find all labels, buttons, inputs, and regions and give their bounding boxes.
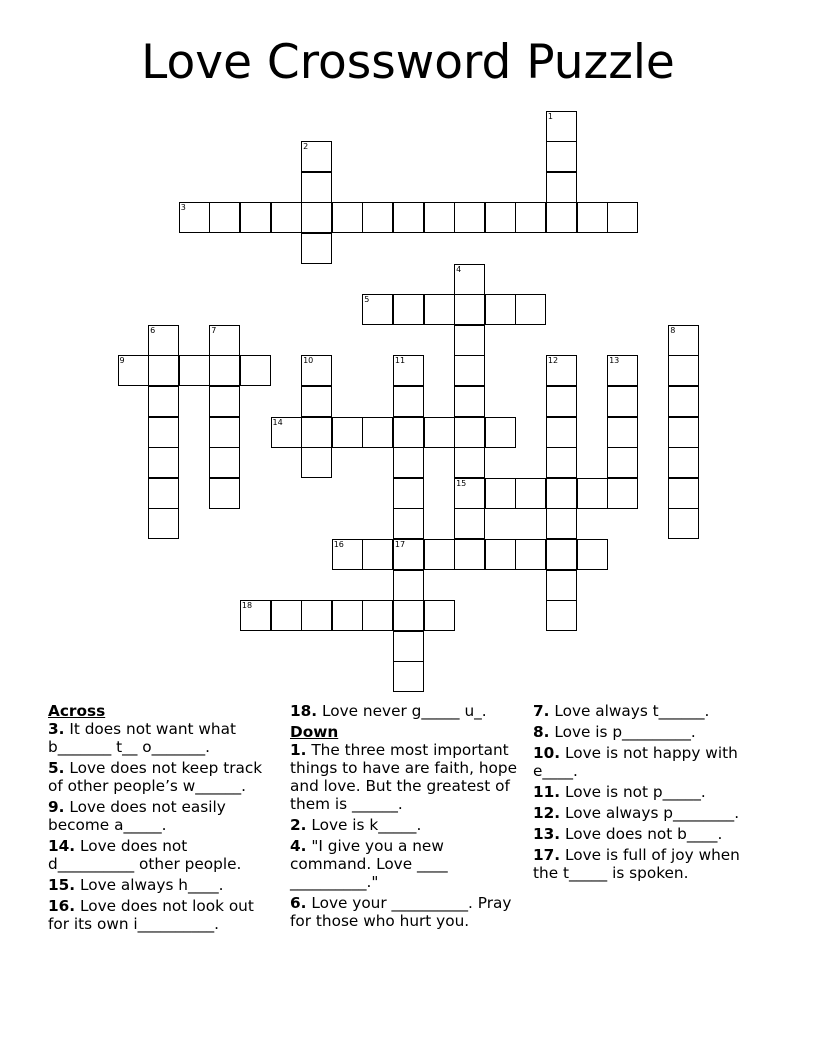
clue-item <box>48 837 278 873</box>
grid-cell[interactable] <box>209 417 240 448</box>
grid-cell[interactable] <box>240 355 271 386</box>
grid-cell[interactable] <box>485 202 516 233</box>
grid-cell[interactable] <box>393 508 424 539</box>
grid-cell[interactable] <box>546 600 577 631</box>
clue-number: 9. <box>48 798 65 816</box>
clue-text: Love is p_________. <box>549 723 696 741</box>
clue-text: Love is k_____. <box>306 816 422 834</box>
cell-number: 1 <box>547 111 553 121</box>
clue-item <box>533 723 765 741</box>
grid-cell[interactable] <box>454 447 485 478</box>
clue-number: 8. <box>533 723 550 741</box>
grid-cell[interactable] <box>454 202 485 233</box>
grid-cell[interactable] <box>301 202 332 233</box>
grid-cell[interactable] <box>424 539 455 570</box>
clue-text: "I give you a new command. Love ____ __________." <box>290 837 448 891</box>
grid-cell[interactable] <box>301 233 332 264</box>
cell-number: 9 <box>119 356 125 366</box>
grid-cell[interactable] <box>393 539 424 570</box>
grid-cell[interactable] <box>454 264 485 295</box>
grid-cell[interactable] <box>393 631 424 662</box>
clue-number: 14. <box>48 837 76 855</box>
grid-cell[interactable] <box>118 355 149 386</box>
grid-cell[interactable] <box>332 202 363 233</box>
clue-number: 10. <box>533 744 561 762</box>
clue-column-1 <box>48 702 278 936</box>
grid-cell[interactable] <box>332 600 363 631</box>
clue-column-3 <box>533 702 765 885</box>
cell-number: 10 <box>303 356 314 366</box>
clue-number: 16. <box>48 897 76 915</box>
clue-number: 11. <box>533 783 561 801</box>
clue-number: 12. <box>533 804 561 822</box>
grid-cell[interactable] <box>668 355 699 386</box>
cell-number: 13 <box>609 356 620 366</box>
grid-cell[interactable] <box>546 386 577 417</box>
grid-cell[interactable] <box>393 202 424 233</box>
grid-cell[interactable] <box>148 355 179 386</box>
grid-cell[interactable] <box>209 355 240 386</box>
grid-cell[interactable] <box>393 570 424 601</box>
grid-cell[interactable] <box>607 417 638 448</box>
clue-text: Love always p________. <box>560 804 740 822</box>
grid-cell[interactable] <box>424 202 455 233</box>
cell-number: 5 <box>364 295 370 305</box>
grid-cell[interactable] <box>271 202 302 233</box>
clue-text: Love always t______. <box>549 702 710 720</box>
clue-item <box>290 894 526 930</box>
clue-text: Love is not happy with e____. <box>533 744 738 780</box>
clue-item <box>290 702 526 720</box>
grid-cell[interactable] <box>148 417 179 448</box>
clue-item <box>533 783 765 801</box>
grid-cell[interactable] <box>301 417 332 448</box>
clue-number: 6. <box>290 894 307 912</box>
cell-number: 7 <box>211 325 217 335</box>
grid-cell[interactable] <box>148 508 179 539</box>
clue-number: 13. <box>533 825 561 843</box>
grid-cell[interactable] <box>301 172 332 203</box>
clue-number: 5. <box>48 759 65 777</box>
grid-cell[interactable] <box>546 447 577 478</box>
grid-cell[interactable] <box>607 386 638 417</box>
clue-text: It does not want what b_______ t__ o_______. <box>48 720 236 756</box>
clue-number: 7. <box>533 702 550 720</box>
grid-cell[interactable] <box>424 294 455 325</box>
grid-cell[interactable] <box>485 539 516 570</box>
grid-cell[interactable] <box>332 539 363 570</box>
clue-text: Love does not b____. <box>560 825 723 843</box>
clue-item <box>290 816 526 834</box>
grid-cell[interactable] <box>148 325 179 356</box>
grid-cell[interactable] <box>546 202 577 233</box>
cell-number: 8 <box>670 325 676 335</box>
clue-item <box>533 846 765 882</box>
grid-cell[interactable] <box>424 600 455 631</box>
grid-cell[interactable] <box>362 202 393 233</box>
clue-number: 4. <box>290 837 307 855</box>
clue-number: 2. <box>290 816 307 834</box>
clue-text: Love does not look out for its own i__________. <box>48 897 254 933</box>
grid-cell[interactable] <box>393 355 424 386</box>
grid-cell[interactable] <box>485 294 516 325</box>
grid-cell[interactable] <box>546 570 577 601</box>
puzzle-title: Love Crossword Puzzle <box>141 35 675 90</box>
clue-text: Love does not d__________ other people. <box>48 837 242 873</box>
grid-cell[interactable] <box>668 325 699 356</box>
grid-cell[interactable] <box>301 600 332 631</box>
grid-cell[interactable] <box>209 386 240 417</box>
clue-text: Love is not p_____. <box>560 783 706 801</box>
grid-cell[interactable] <box>179 355 210 386</box>
clue-number: 15. <box>48 876 76 894</box>
clue-text: Love does not keep track of other people’s w______. <box>48 759 263 795</box>
grid-cell[interactable] <box>301 355 332 386</box>
grid-cell[interactable] <box>607 202 638 233</box>
cell-number: 14 <box>272 417 283 427</box>
grid-cell[interactable] <box>271 417 302 448</box>
grid-cell[interactable] <box>668 417 699 448</box>
grid-cell[interactable] <box>515 539 546 570</box>
grid-cell[interactable] <box>240 202 271 233</box>
grid-cell[interactable] <box>515 202 546 233</box>
clue-item <box>290 837 526 891</box>
grid-cell[interactable] <box>301 386 332 417</box>
down-heading: Down <box>290 723 339 741</box>
grid-cell[interactable] <box>424 417 455 448</box>
cell-number: 17 <box>394 539 406 549</box>
cell-number: 12 <box>547 356 559 366</box>
grid-cell[interactable] <box>607 478 638 509</box>
grid-cell[interactable] <box>454 355 485 386</box>
grid-cell[interactable] <box>362 539 393 570</box>
grid-cell[interactable] <box>546 355 577 386</box>
cell-number: 4 <box>456 264 462 274</box>
grid-cell[interactable] <box>209 325 240 356</box>
clue-item <box>533 702 765 720</box>
clue-text: Love never g_____ u_. <box>317 702 487 720</box>
grid-cell[interactable] <box>515 294 546 325</box>
grid-cell[interactable] <box>240 600 271 631</box>
clue-number: 1. <box>290 741 307 759</box>
clue-number: 3. <box>48 720 65 738</box>
grid-cell[interactable] <box>393 447 424 478</box>
cell-number: 16 <box>333 539 344 549</box>
grid-cell[interactable] <box>209 202 240 233</box>
clue-item <box>533 825 765 843</box>
clue-item <box>533 744 765 780</box>
clue-number: 18. <box>290 702 318 720</box>
grid-cell[interactable] <box>393 478 424 509</box>
grid-cell[interactable] <box>454 294 485 325</box>
clue-text: The three most important things to have are faith, hope and love. But the greatest of them is ______. <box>290 741 517 813</box>
grid-cell[interactable] <box>393 661 424 692</box>
grid-cell[interactable] <box>393 600 424 631</box>
clue-text: Love always h____. <box>75 876 224 894</box>
grid-cell[interactable] <box>454 325 485 356</box>
grid-cell[interactable] <box>454 508 485 539</box>
grid-cell[interactable] <box>393 386 424 417</box>
clue-item <box>48 759 278 795</box>
clue-item <box>290 741 526 813</box>
clue-column-2 <box>290 702 526 933</box>
grid-cell[interactable] <box>668 508 699 539</box>
grid-cell[interactable] <box>668 447 699 478</box>
grid-cell[interactable] <box>546 539 577 570</box>
grid-cell[interactable] <box>454 386 485 417</box>
clue-number: 17. <box>533 846 561 864</box>
grid-cell[interactable] <box>546 417 577 448</box>
grid-cell[interactable] <box>546 111 577 142</box>
grid-cell[interactable] <box>668 386 699 417</box>
grid-cell[interactable] <box>546 141 577 172</box>
grid-cell[interactable] <box>148 478 179 509</box>
clue-item <box>48 720 278 756</box>
grid-cell[interactable] <box>362 600 393 631</box>
grid-cell[interactable] <box>607 355 638 386</box>
grid-cell[interactable] <box>577 539 608 570</box>
grid-cell[interactable] <box>271 600 302 631</box>
clue-item <box>48 876 278 894</box>
grid-cell[interactable] <box>577 202 608 233</box>
grid-cell[interactable] <box>546 508 577 539</box>
grid-cell[interactable] <box>485 478 516 509</box>
grid-cell[interactable] <box>209 447 240 478</box>
grid-cell[interactable] <box>301 447 332 478</box>
clue-item <box>48 897 278 933</box>
grid-cell[interactable] <box>546 172 577 203</box>
cell-number: 18 <box>241 601 253 611</box>
grid-cell[interactable] <box>148 447 179 478</box>
cell-number: 3 <box>180 203 186 213</box>
grid-cell[interactable] <box>362 417 393 448</box>
grid-cell[interactable] <box>668 478 699 509</box>
grid-cell[interactable] <box>332 417 363 448</box>
cell-number: 11 <box>394 356 406 366</box>
grid-cell[interactable] <box>454 539 485 570</box>
grid-cell[interactable] <box>546 478 577 509</box>
grid-cell[interactable] <box>454 478 485 509</box>
cell-number: 2 <box>303 142 309 152</box>
cell-number: 6 <box>150 325 156 335</box>
clue-text: Love is full of joy when the t_____ is spoken. <box>533 846 740 882</box>
grid-cell[interactable] <box>393 417 424 448</box>
grid-cell[interactable] <box>148 386 179 417</box>
across-heading: Across <box>48 702 106 720</box>
grid-cell[interactable] <box>179 202 210 233</box>
grid-cell[interactable] <box>209 478 240 509</box>
grid-cell[interactable] <box>301 141 332 172</box>
grid-cell[interactable] <box>485 417 516 448</box>
grid-cell[interactable] <box>577 478 608 509</box>
grid-cell[interactable] <box>607 447 638 478</box>
clue-text: Love does not easily become a_____. <box>48 798 226 834</box>
grid-cell[interactable] <box>362 294 393 325</box>
grid-cell[interactable] <box>454 417 485 448</box>
clue-item <box>533 804 765 822</box>
clue-item <box>48 798 278 834</box>
grid-cell[interactable] <box>393 294 424 325</box>
grid-cell[interactable] <box>515 478 546 509</box>
cell-number: 15 <box>456 478 467 488</box>
clue-text: Love your __________. Pray for those who hurt you. <box>290 894 512 930</box>
